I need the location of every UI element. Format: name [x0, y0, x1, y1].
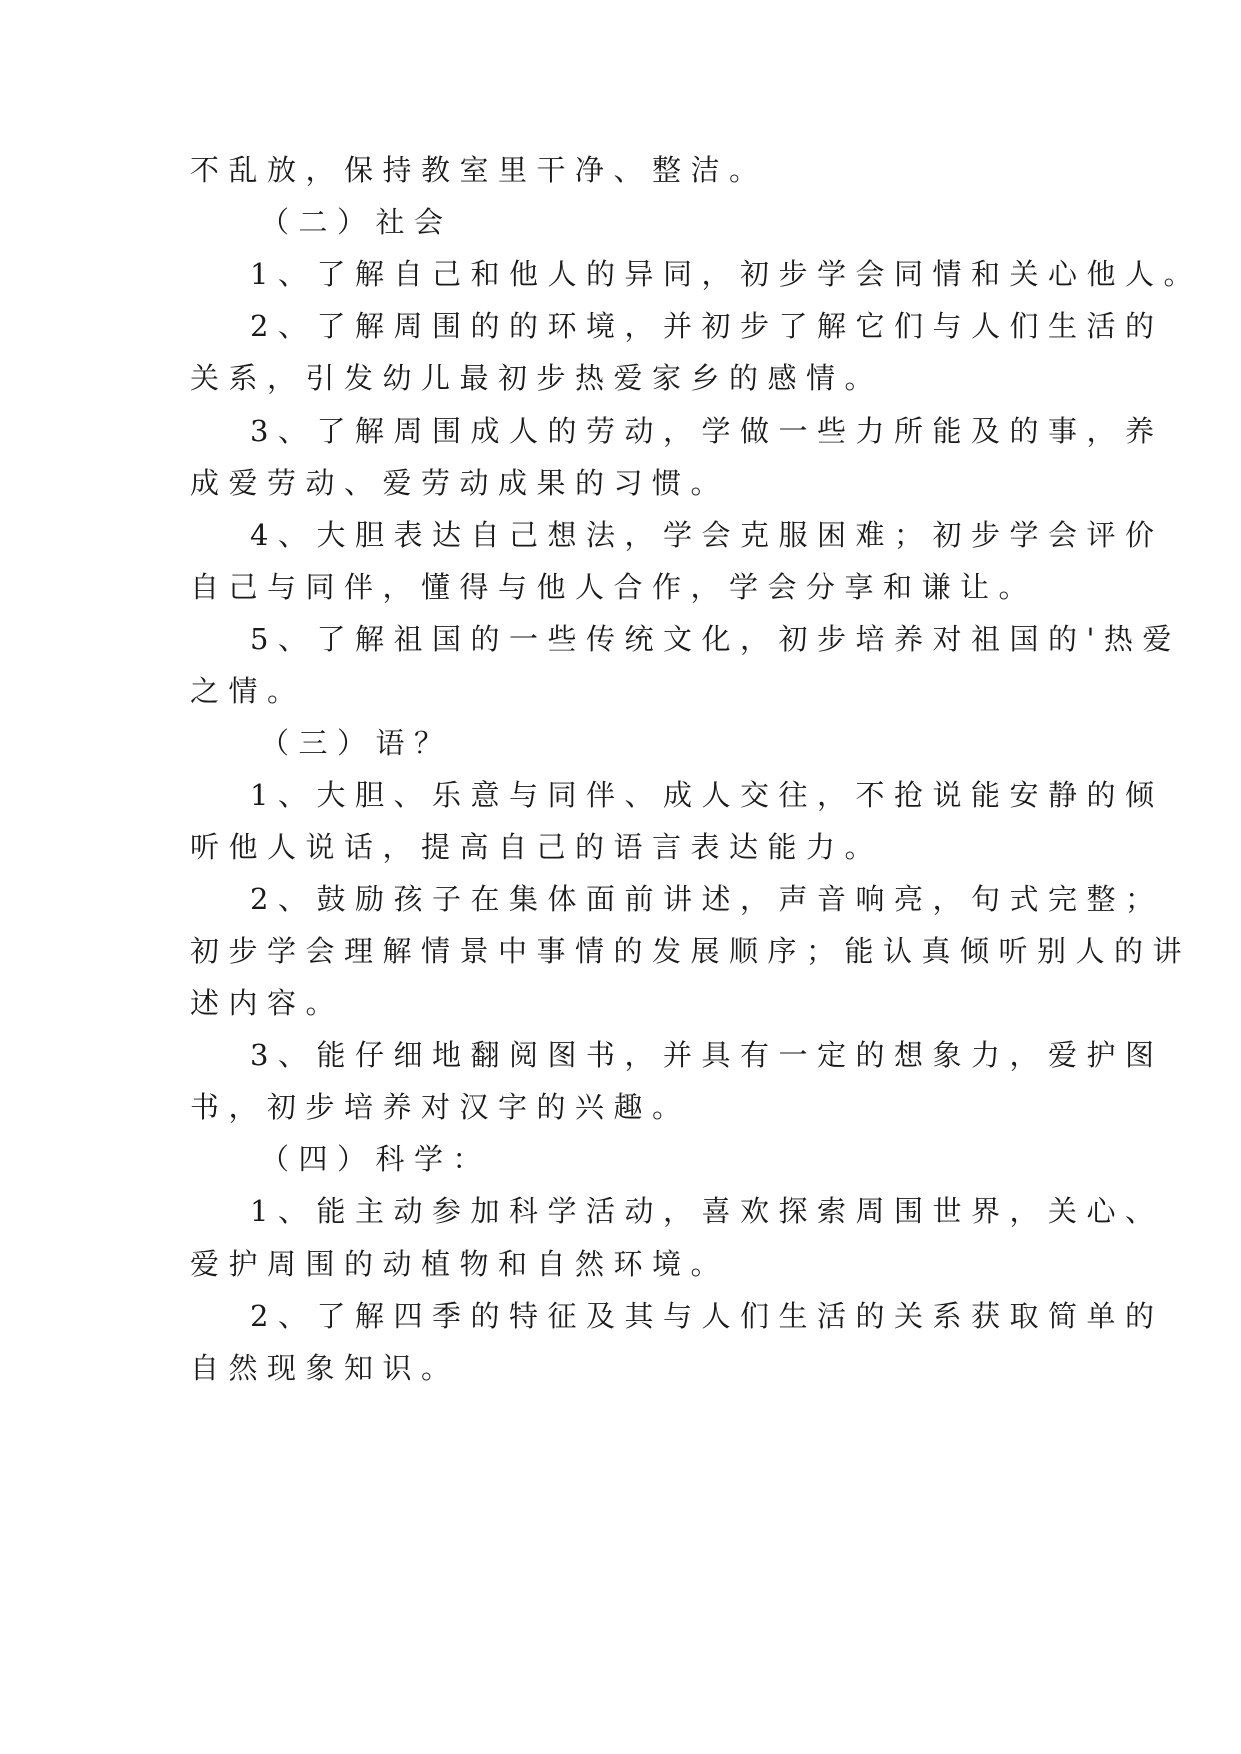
section-heading-language: （三）语？ — [260, 726, 453, 760]
text-line: 成爱劳动、爱劳动成果的习惯。 — [190, 466, 730, 500]
text-line: 1、能主动参加科学活动，喜欢探索周围世界，关心、 — [250, 1194, 1164, 1228]
text-line: 2、鼓励孩子在集体面前讲述，声音响亮，句式完整； — [250, 882, 1164, 916]
text-line: 关系，引发幼儿最初步热爱家乡的感情。 — [190, 361, 884, 395]
text-line: 3、了解周围成人的劳动，学做一些力所能及的事，养 — [250, 414, 1164, 448]
section-heading-science: （四）科学： — [260, 1142, 492, 1176]
text-line: 2、了解四季的特征及其与人们生活的关系获取简单的 — [250, 1299, 1164, 1333]
text-line: 不乱放，保持教室里干净、整洁。 — [190, 153, 768, 187]
text-line: 之情。 — [190, 674, 306, 708]
text-line: 4、大胆表达自己想法，学会克服困难；初步学会评价 — [250, 518, 1164, 552]
text-line: 爱护周围的动植物和自然环境。 — [190, 1247, 730, 1281]
text-line: 书，初步培养对汉字的兴趣。 — [190, 1090, 691, 1124]
text-line: 1、大胆、乐意与同伴、成人交往，不抢说能安静的倾 — [250, 778, 1164, 812]
text-line: 5、了解祖国的一些传统文化，初步培养对祖国的'热爱 — [250, 622, 1181, 656]
text-line: 自己与同伴，懂得与他人合作，学会分享和谦让。 — [190, 570, 1038, 604]
text-line: 3、能仔细地翻阅图书，并具有一定的想象力，爱护图 — [250, 1038, 1164, 1072]
text-line: 听他人说话，提高自己的语言表达能力。 — [190, 830, 884, 864]
text-line: 2、了解周围的的环境，并初步了解它们与人们生活的 — [250, 309, 1164, 343]
text-line: 自然现象知识。 — [190, 1351, 460, 1385]
text-line: 述内容。 — [190, 986, 345, 1020]
text-line: 1、了解自己和他人的异同，初步学会同情和关心他人。 — [250, 257, 1202, 291]
section-heading-social: （二）社会 — [260, 205, 453, 239]
text-line: 初步学会理解情景中事情的发展顺序；能认真倾听别人的讲 — [190, 934, 1192, 968]
